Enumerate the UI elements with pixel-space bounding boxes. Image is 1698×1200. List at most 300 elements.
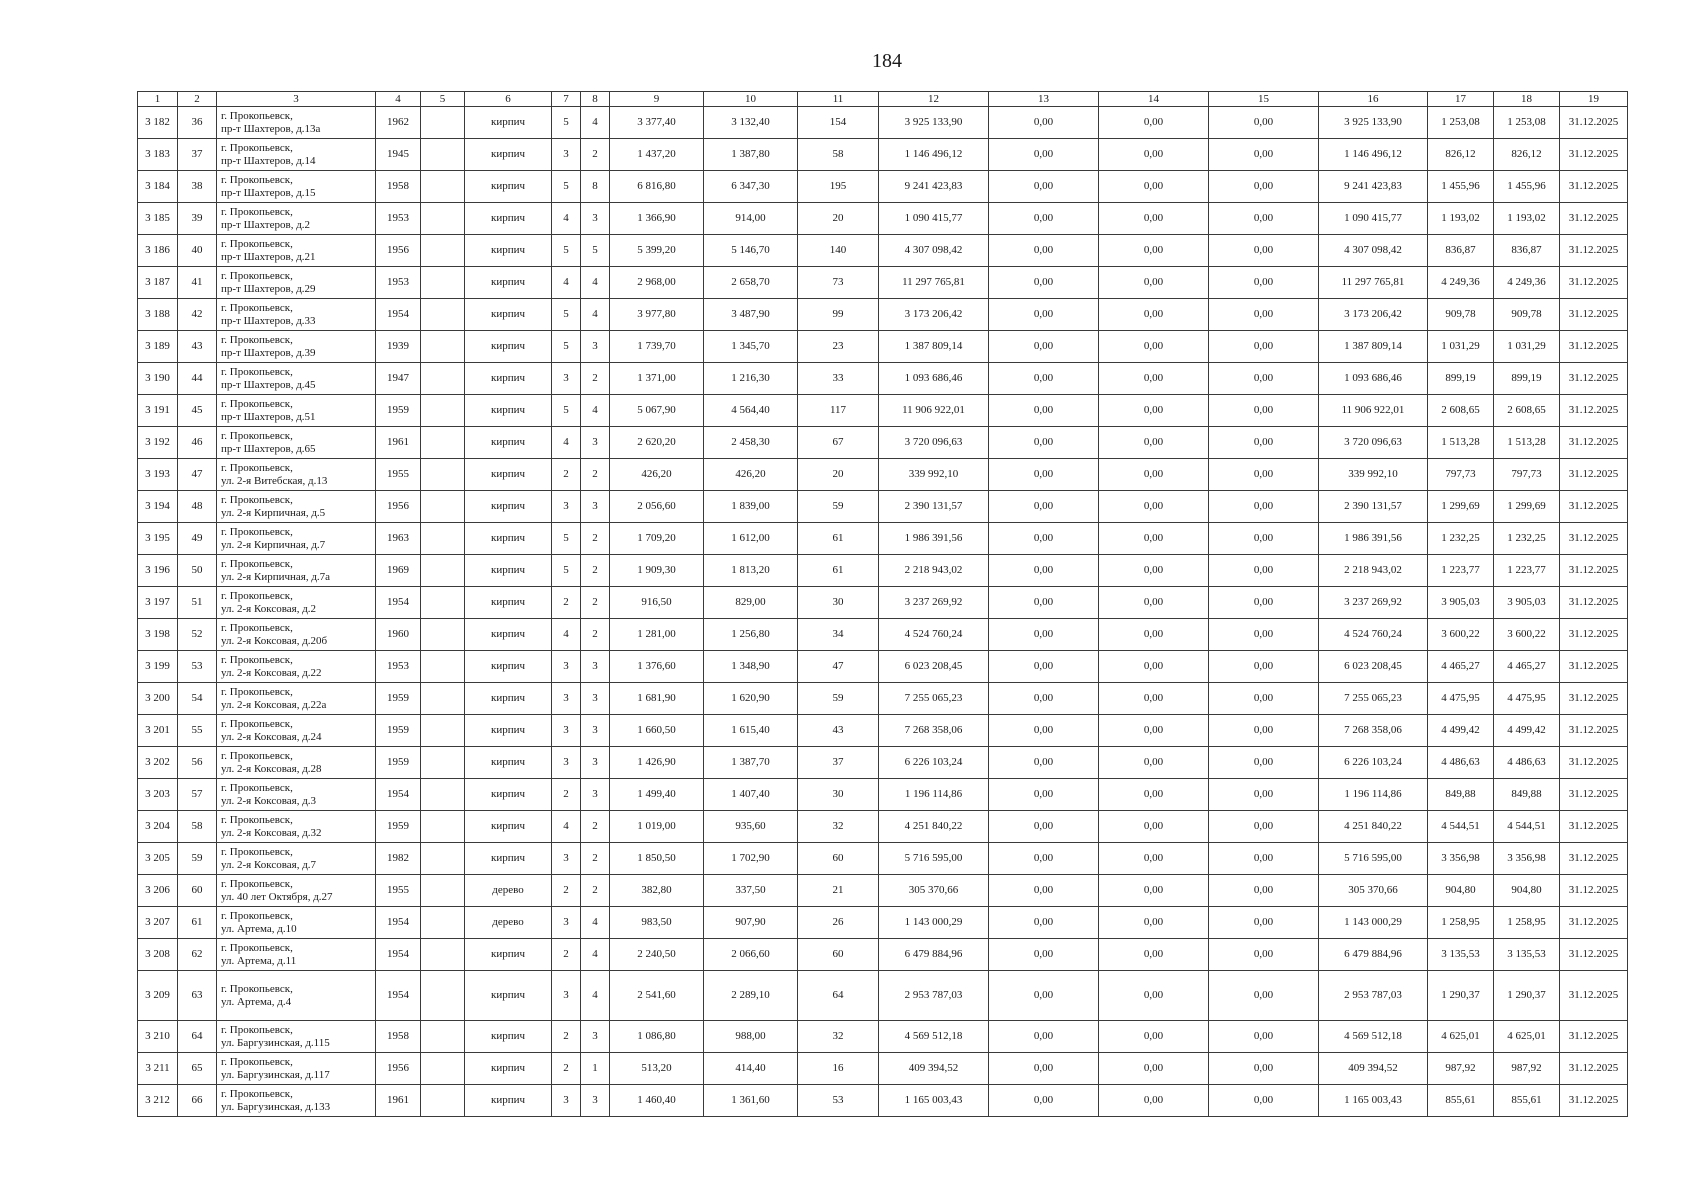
table-row	[138, 747, 1628, 779]
cell-c17: 1 223,77	[1428, 555, 1494, 587]
cell-residents: 32	[798, 1021, 879, 1053]
cell-residents: 20	[798, 203, 879, 235]
cell-cost: 1 093 686,46	[879, 363, 989, 395]
cell-c16: 4 569 512,18	[1319, 1021, 1428, 1053]
cell-area_living: 1 361,60	[704, 1085, 798, 1117]
cell-c17: 909,78	[1428, 299, 1494, 331]
cell-entrances: 3	[581, 331, 610, 363]
cell-c5	[421, 939, 465, 971]
cell-residents: 37	[798, 747, 879, 779]
cell-no: 3 183	[138, 139, 178, 171]
cell-floors: 3	[552, 843, 581, 875]
cell-residents: 32	[798, 811, 879, 843]
cell-area_living: 426,20	[704, 459, 798, 491]
cell-c13: 0,00	[989, 939, 1099, 971]
cell-material: дерево	[465, 907, 552, 939]
cell-entrances: 3	[581, 747, 610, 779]
cell-material: кирпич	[465, 555, 552, 587]
cell-year: 1959	[376, 811, 421, 843]
cell-cost: 7 268 358,06	[879, 715, 989, 747]
address-street: ул. 2-я Кирпичная, д.5	[221, 506, 326, 519]
cell-entrances: 3	[581, 1021, 610, 1053]
cell-material: кирпич	[465, 747, 552, 779]
cell-c18: 899,19	[1494, 363, 1560, 395]
cell-c15: 0,00	[1209, 299, 1319, 331]
cell-c17: 1 513,28	[1428, 427, 1494, 459]
cell-c18: 4 544,51	[1494, 811, 1560, 843]
cell-c14: 0,00	[1099, 267, 1209, 299]
table-row	[138, 907, 1628, 939]
cell-c18: 1 223,77	[1494, 555, 1560, 587]
cell-residents: 195	[798, 171, 879, 203]
cell-sub: 57	[178, 779, 217, 811]
cell-c16: 1 143 000,29	[1319, 907, 1428, 939]
cell-c5	[421, 651, 465, 683]
cell-c5	[421, 427, 465, 459]
cell-residents: 43	[798, 715, 879, 747]
cell-year: 1982	[376, 843, 421, 875]
table-row	[138, 939, 1628, 971]
cell-residents: 33	[798, 363, 879, 395]
cell-c5	[421, 843, 465, 875]
cell-cost: 6 226 103,24	[879, 747, 989, 779]
cell-sub: 60	[178, 875, 217, 907]
cell-c14: 0,00	[1099, 1021, 1209, 1053]
cell-date: 31.12.2025	[1560, 747, 1628, 779]
address-street: ул. 2-я Коксовая, д.7	[221, 858, 317, 871]
cell-c15: 0,00	[1209, 427, 1319, 459]
cell-year: 1961	[376, 1085, 421, 1117]
cell-c13: 0,00	[989, 1085, 1099, 1117]
cell-entrances: 4	[581, 939, 610, 971]
address-cell	[217, 619, 376, 651]
address-street: пр-т Шахтеров, д.29	[221, 282, 316, 295]
cell-residents: 16	[798, 1053, 879, 1085]
address-cell	[217, 107, 376, 139]
cell-residents: 30	[798, 587, 879, 619]
cell-sub: 61	[178, 907, 217, 939]
cell-c18: 826,12	[1494, 139, 1560, 171]
cell-area_total: 983,50	[610, 907, 704, 939]
cell-c16: 409 394,52	[1319, 1053, 1428, 1085]
cell-year: 1956	[376, 491, 421, 523]
cell-area_total: 2 541,60	[610, 971, 704, 1021]
cell-c15: 0,00	[1209, 907, 1319, 939]
cell-entrances: 2	[581, 139, 610, 171]
cell-date: 31.12.2025	[1560, 651, 1628, 683]
cell-area_total: 1 437,20	[610, 139, 704, 171]
cell-area_total: 2 056,60	[610, 491, 704, 523]
cell-year: 1939	[376, 331, 421, 363]
cell-no: 3 211	[138, 1053, 178, 1085]
cell-c16: 9 241 423,83	[1319, 171, 1428, 203]
cell-c16: 3 720 096,63	[1319, 427, 1428, 459]
address-street: ул. 2-я Коксовая, д.2	[221, 602, 317, 615]
address-city: г. Прокопьевск,	[221, 1023, 293, 1036]
cell-no: 3 190	[138, 363, 178, 395]
cell-year: 1945	[376, 139, 421, 171]
cell-c18: 2 608,65	[1494, 395, 1560, 427]
cell-c16: 1 387 809,14	[1319, 331, 1428, 363]
table-row	[138, 459, 1628, 491]
cell-no: 3 185	[138, 203, 178, 235]
cell-area_total: 3 377,40	[610, 107, 704, 139]
cell-c14: 0,00	[1099, 843, 1209, 875]
cell-date: 31.12.2025	[1560, 971, 1628, 1021]
cell-material: кирпич	[465, 363, 552, 395]
cell-sub: 50	[178, 555, 217, 587]
cell-no: 3 212	[138, 1085, 178, 1117]
cell-cost: 4 307 098,42	[879, 235, 989, 267]
cell-year: 1956	[376, 235, 421, 267]
cell-area_living: 1 216,30	[704, 363, 798, 395]
cell-sub: 48	[178, 491, 217, 523]
cell-cost: 1 986 391,56	[879, 523, 989, 555]
cell-year: 1969	[376, 555, 421, 587]
address-cell	[217, 907, 376, 939]
cell-sub: 49	[178, 523, 217, 555]
cell-area_total: 2 240,50	[610, 939, 704, 971]
cell-sub: 41	[178, 267, 217, 299]
cell-area_total: 1 366,90	[610, 203, 704, 235]
cell-c15: 0,00	[1209, 971, 1319, 1021]
cell-c17: 4 465,27	[1428, 651, 1494, 683]
address-street: ул. 2-я Кирпичная, д.7а	[221, 570, 331, 583]
cell-c17: 3 135,53	[1428, 939, 1494, 971]
cell-c13: 0,00	[989, 107, 1099, 139]
cell-c14: 0,00	[1099, 875, 1209, 907]
cell-area_living: 2 066,60	[704, 939, 798, 971]
cell-year: 1954	[376, 907, 421, 939]
cell-area_total: 2 620,20	[610, 427, 704, 459]
address-cell	[217, 811, 376, 843]
address-city: г. Прокопьевск,	[221, 1087, 293, 1100]
address-city: г. Прокопьевск,	[221, 621, 293, 634]
cell-c14: 0,00	[1099, 395, 1209, 427]
cell-sub: 47	[178, 459, 217, 491]
address-street: пр-т Шахтеров, д.39	[221, 346, 316, 359]
cell-floors: 4	[552, 811, 581, 843]
column-header: 1	[138, 92, 178, 107]
cell-date: 31.12.2025	[1560, 843, 1628, 875]
address-cell	[217, 491, 376, 523]
cell-sub: 40	[178, 235, 217, 267]
cell-entrances: 2	[581, 523, 610, 555]
cell-area_total: 1 739,70	[610, 331, 704, 363]
cell-c13: 0,00	[989, 683, 1099, 715]
cell-c18: 1 290,37	[1494, 971, 1560, 1021]
cell-area_total: 3 977,80	[610, 299, 704, 331]
cell-c5	[421, 1053, 465, 1085]
cell-c15: 0,00	[1209, 523, 1319, 555]
cell-c16: 1 986 391,56	[1319, 523, 1428, 555]
cell-c14: 0,00	[1099, 683, 1209, 715]
address-street: ул. 40 лет Октября, д.27	[221, 890, 333, 903]
cell-year: 1959	[376, 715, 421, 747]
cell-c15: 0,00	[1209, 203, 1319, 235]
table-row	[138, 715, 1628, 747]
cell-no: 3 205	[138, 843, 178, 875]
cell-entrances: 4	[581, 267, 610, 299]
cell-residents: 61	[798, 555, 879, 587]
cell-area_living: 2 658,70	[704, 267, 798, 299]
address-city: г. Прокопьевск,	[221, 205, 293, 218]
cell-c14: 0,00	[1099, 715, 1209, 747]
address-cell	[217, 299, 376, 331]
address-street: пр-т Шахтеров, д.2	[221, 218, 311, 231]
cell-cost: 5 716 595,00	[879, 843, 989, 875]
column-header: 7	[552, 92, 581, 107]
cell-area_total: 1 086,80	[610, 1021, 704, 1053]
cell-residents: 59	[798, 491, 879, 523]
cell-cost: 409 394,52	[879, 1053, 989, 1085]
cell-c16: 7 255 065,23	[1319, 683, 1428, 715]
table-row	[138, 971, 1628, 1021]
cell-material: кирпич	[465, 843, 552, 875]
cell-c16: 11 906 922,01	[1319, 395, 1428, 427]
cell-area_living: 1 813,20	[704, 555, 798, 587]
cell-c5	[421, 971, 465, 1021]
address-city: г. Прокопьевск,	[221, 301, 293, 314]
cell-floors: 5	[552, 107, 581, 139]
cell-year: 1954	[376, 971, 421, 1021]
cell-material: кирпич	[465, 235, 552, 267]
cell-cost: 2 390 131,57	[879, 491, 989, 523]
address-city: г. Прокопьевск,	[221, 141, 293, 154]
cell-c17: 836,87	[1428, 235, 1494, 267]
cell-residents: 73	[798, 267, 879, 299]
cell-c13: 0,00	[989, 139, 1099, 171]
cell-c14: 0,00	[1099, 971, 1209, 1021]
cell-material: кирпич	[465, 651, 552, 683]
cell-c17: 855,61	[1428, 1085, 1494, 1117]
cell-date: 31.12.2025	[1560, 363, 1628, 395]
cell-entrances: 2	[581, 363, 610, 395]
cell-no: 3 192	[138, 427, 178, 459]
cell-date: 31.12.2025	[1560, 811, 1628, 843]
cell-floors: 4	[552, 619, 581, 651]
cell-floors: 4	[552, 267, 581, 299]
cell-date: 31.12.2025	[1560, 619, 1628, 651]
cell-date: 31.12.2025	[1560, 491, 1628, 523]
cell-sub: 64	[178, 1021, 217, 1053]
column-header: 10	[704, 92, 798, 107]
cell-sub: 44	[178, 363, 217, 395]
address-city: г. Прокопьевск,	[221, 909, 293, 922]
cell-area_living: 1 256,80	[704, 619, 798, 651]
address-street: ул. 2-я Коксовая, д.28	[221, 762, 322, 775]
cell-c5	[421, 331, 465, 363]
cell-c18: 987,92	[1494, 1053, 1560, 1085]
cell-floors: 2	[552, 1053, 581, 1085]
address-street: пр-т Шахтеров, д.13а	[221, 122, 321, 135]
cell-sub: 55	[178, 715, 217, 747]
cell-c18: 4 486,63	[1494, 747, 1560, 779]
cell-area_total: 916,50	[610, 587, 704, 619]
cell-material: кирпич	[465, 587, 552, 619]
cell-c14: 0,00	[1099, 459, 1209, 491]
cell-no: 3 187	[138, 267, 178, 299]
cell-area_living: 907,90	[704, 907, 798, 939]
cell-material: кирпич	[465, 715, 552, 747]
address-city: г. Прокопьевск,	[221, 525, 293, 538]
cell-no: 3 188	[138, 299, 178, 331]
cell-c17: 4 544,51	[1428, 811, 1494, 843]
cell-c15: 0,00	[1209, 875, 1319, 907]
cell-year: 1959	[376, 747, 421, 779]
cell-c5	[421, 811, 465, 843]
cell-c14: 0,00	[1099, 107, 1209, 139]
address-street: пр-т Шахтеров, д.33	[221, 314, 316, 327]
address-cell	[217, 395, 376, 427]
cell-c17: 4 486,63	[1428, 747, 1494, 779]
cell-no: 3 184	[138, 171, 178, 203]
cell-c15: 0,00	[1209, 715, 1319, 747]
cell-sub: 37	[178, 139, 217, 171]
address-cell	[217, 331, 376, 363]
cell-c14: 0,00	[1099, 523, 1209, 555]
address-city: г. Прокопьевск,	[221, 653, 293, 666]
cell-c13: 0,00	[989, 747, 1099, 779]
cell-c17: 1 193,02	[1428, 203, 1494, 235]
cell-c16: 1 090 415,77	[1319, 203, 1428, 235]
cell-c15: 0,00	[1209, 1021, 1319, 1053]
address-cell	[217, 555, 376, 587]
cell-date: 31.12.2025	[1560, 939, 1628, 971]
cell-c16: 11 297 765,81	[1319, 267, 1428, 299]
cell-c17: 1 299,69	[1428, 491, 1494, 523]
column-header: 19	[1560, 92, 1628, 107]
cell-floors: 5	[552, 171, 581, 203]
address-city: г. Прокопьевск,	[221, 589, 293, 602]
cell-c16: 339 992,10	[1319, 459, 1428, 491]
cell-entrances: 2	[581, 587, 610, 619]
cell-c18: 1 253,08	[1494, 107, 1560, 139]
cell-sub: 66	[178, 1085, 217, 1117]
cell-sub: 36	[178, 107, 217, 139]
cell-c16: 1 165 003,43	[1319, 1085, 1428, 1117]
cell-no: 3 195	[138, 523, 178, 555]
cell-c5	[421, 875, 465, 907]
cell-c14: 0,00	[1099, 779, 1209, 811]
cell-date: 31.12.2025	[1560, 203, 1628, 235]
cell-c16: 2 390 131,57	[1319, 491, 1428, 523]
cell-material: кирпич	[465, 971, 552, 1021]
table-row	[138, 363, 1628, 395]
cell-cost: 9 241 423,83	[879, 171, 989, 203]
cell-year: 1955	[376, 459, 421, 491]
cell-no: 3 201	[138, 715, 178, 747]
cell-material: кирпич	[465, 939, 552, 971]
cell-c14: 0,00	[1099, 299, 1209, 331]
cell-date: 31.12.2025	[1560, 427, 1628, 459]
cell-sub: 63	[178, 971, 217, 1021]
address-cell	[217, 683, 376, 715]
cell-floors: 5	[552, 299, 581, 331]
cell-floors: 2	[552, 1021, 581, 1053]
cell-c14: 0,00	[1099, 427, 1209, 459]
cell-cost: 7 255 065,23	[879, 683, 989, 715]
cell-c14: 0,00	[1099, 619, 1209, 651]
cell-floors: 3	[552, 1085, 581, 1117]
cell-residents: 99	[798, 299, 879, 331]
table-row	[138, 171, 1628, 203]
address-street: ул. 2-я Коксовая, д.32	[221, 826, 322, 839]
address-street: ул. 2-я Коксовая, д.22	[221, 666, 322, 679]
cell-area_living: 1 387,70	[704, 747, 798, 779]
cell-c18: 3 905,03	[1494, 587, 1560, 619]
cell-c5	[421, 235, 465, 267]
cell-date: 31.12.2025	[1560, 331, 1628, 363]
cell-c13: 0,00	[989, 875, 1099, 907]
cell-residents: 61	[798, 523, 879, 555]
cell-no: 3 196	[138, 555, 178, 587]
cell-floors: 3	[552, 715, 581, 747]
cell-c13: 0,00	[989, 235, 1099, 267]
address-street: пр-т Шахтеров, д.15	[221, 186, 316, 199]
cell-sub: 58	[178, 811, 217, 843]
column-header: 16	[1319, 92, 1428, 107]
address-street: ул. 2-я Кирпичная, д.7	[221, 538, 326, 551]
address-cell	[217, 523, 376, 555]
cell-cost: 11 297 765,81	[879, 267, 989, 299]
cell-c13: 0,00	[989, 587, 1099, 619]
cell-year: 1962	[376, 107, 421, 139]
address-cell	[217, 875, 376, 907]
cell-c18: 3 600,22	[1494, 619, 1560, 651]
cell-c13: 0,00	[989, 1053, 1099, 1085]
cell-no: 3 193	[138, 459, 178, 491]
cell-year: 1960	[376, 619, 421, 651]
address-city: г. Прокопьевск,	[221, 749, 293, 762]
cell-area_living: 1 345,70	[704, 331, 798, 363]
cell-c13: 0,00	[989, 203, 1099, 235]
table-row	[138, 811, 1628, 843]
cell-floors: 3	[552, 907, 581, 939]
cell-area_living: 1 348,90	[704, 651, 798, 683]
cell-entrances: 3	[581, 715, 610, 747]
cell-c16: 2 218 943,02	[1319, 555, 1428, 587]
cell-c16: 1 093 686,46	[1319, 363, 1428, 395]
column-header: 12	[879, 92, 989, 107]
table-row	[138, 139, 1628, 171]
cell-c17: 1 290,37	[1428, 971, 1494, 1021]
address-street: пр-т Шахтеров, д.21	[221, 250, 316, 263]
cell-c16: 5 716 595,00	[1319, 843, 1428, 875]
cell-c14: 0,00	[1099, 363, 1209, 395]
cell-c15: 0,00	[1209, 747, 1319, 779]
table-body	[138, 92, 1628, 1117]
table-row	[138, 1053, 1628, 1085]
cell-area_living: 1 615,40	[704, 715, 798, 747]
address-cell	[217, 651, 376, 683]
cell-floors: 5	[552, 331, 581, 363]
table-row	[138, 203, 1628, 235]
cell-c18: 1 232,25	[1494, 523, 1560, 555]
address-cell	[217, 427, 376, 459]
column-header: 4	[376, 92, 421, 107]
cell-c15: 0,00	[1209, 267, 1319, 299]
cell-area_living: 5 146,70	[704, 235, 798, 267]
cell-no: 3 202	[138, 747, 178, 779]
cell-entrances: 2	[581, 875, 610, 907]
cell-c15: 0,00	[1209, 1053, 1319, 1085]
cell-entrances: 4	[581, 971, 610, 1021]
cell-no: 3 207	[138, 907, 178, 939]
cell-c18: 4 465,27	[1494, 651, 1560, 683]
cell-year: 1953	[376, 203, 421, 235]
cell-no: 3 204	[138, 811, 178, 843]
